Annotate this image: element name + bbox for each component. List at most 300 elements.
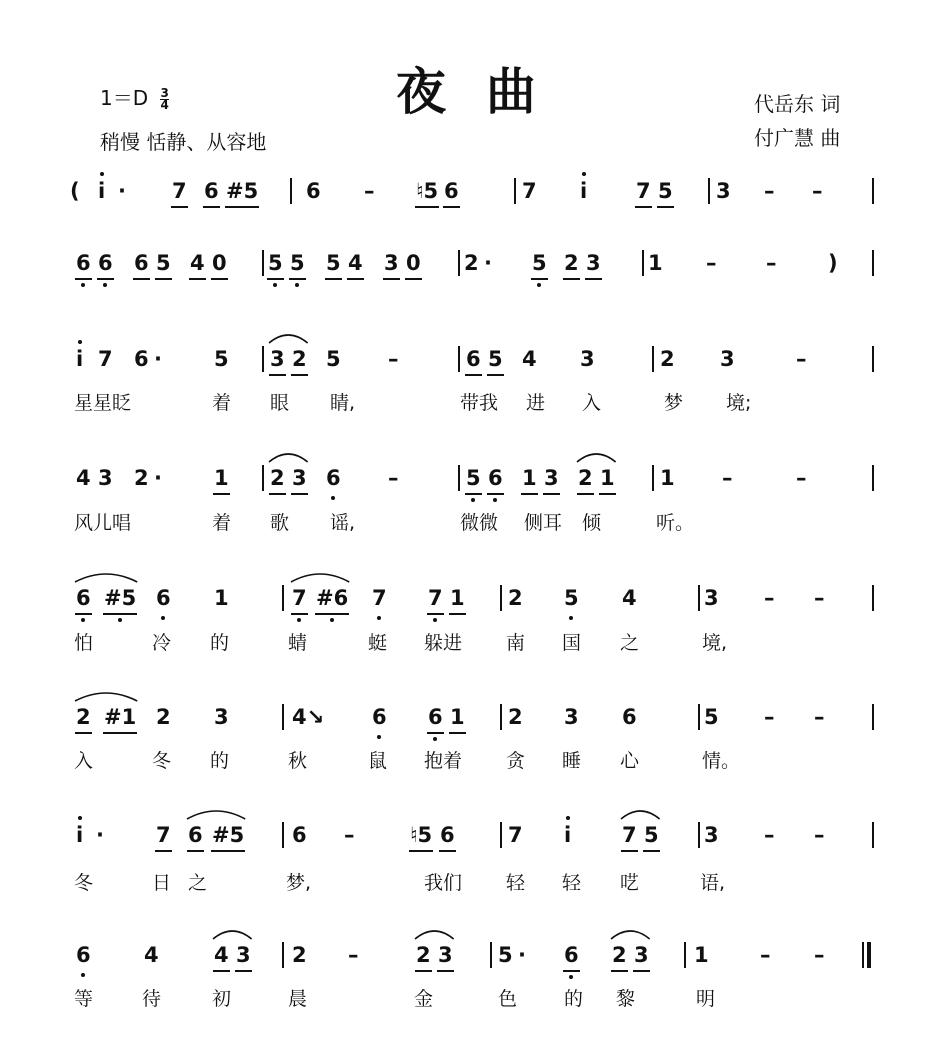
note: 6 [134, 251, 149, 275]
note: 0 [406, 251, 421, 275]
note: ( [70, 179, 80, 203]
lyric-syllable: 轻 [562, 872, 582, 894]
note: 4↘ [292, 705, 325, 729]
bar-line [642, 250, 644, 276]
note: 2 [578, 466, 593, 490]
lyrics-line [70, 746, 870, 776]
lyric-syllable: 入 [74, 750, 94, 772]
note: 7 [508, 823, 523, 847]
note: 3 [236, 943, 251, 967]
composer-credit: 付广慧 曲 [754, 126, 841, 150]
note: 3 [564, 705, 579, 729]
high-octave-dot [78, 340, 82, 344]
notation-line [70, 820, 870, 856]
eighth-underline [103, 613, 137, 615]
note: ) [828, 251, 838, 275]
lyric-syllable: 色 [498, 988, 518, 1010]
note: 3 [544, 466, 559, 490]
lyric-syllable: 着 [212, 512, 232, 534]
eighth-underline [235, 970, 252, 972]
eighth-underline [211, 850, 245, 852]
note: – [344, 823, 355, 847]
low-octave-dot [295, 283, 299, 287]
note: 3 [214, 705, 229, 729]
low-octave-dot [569, 975, 573, 979]
lyric-syllable: 境, [702, 632, 728, 654]
high-octave-dot [566, 816, 570, 820]
note: i [76, 347, 84, 371]
note: #5 [226, 179, 259, 203]
note: · [154, 347, 162, 371]
note: – [814, 943, 825, 967]
eighth-underline [189, 278, 206, 280]
bar-line [872, 465, 874, 491]
note: ♮5 [416, 179, 439, 203]
note: 5 [532, 251, 547, 275]
note: 7 [156, 823, 171, 847]
note: 4 [522, 347, 537, 371]
eighth-underline [225, 206, 259, 208]
note: – [764, 179, 775, 203]
lyric-syllable: 之 [620, 632, 640, 654]
lyric-syllable: 情。 [702, 750, 741, 772]
note: 2 [270, 466, 285, 490]
note: i [98, 179, 106, 203]
note: 6 [292, 823, 307, 847]
eighth-underline [291, 493, 308, 495]
lyric-syllable: 蜓 [368, 632, 388, 654]
lyric-syllable: 侧耳 [524, 512, 563, 534]
eighth-underline [213, 493, 230, 495]
lyric-syllable: 鼠 [368, 750, 388, 772]
note: 2 [612, 943, 627, 967]
bar-line [514, 178, 516, 204]
eighth-underline [203, 206, 220, 208]
bar-line [872, 585, 874, 611]
lyric-syllable: 听。 [656, 512, 695, 534]
note: 3 [720, 347, 735, 371]
note: – [764, 705, 775, 729]
notation-line [70, 344, 870, 380]
eighth-underline [415, 206, 439, 208]
lyric-syllable: 初 [212, 988, 232, 1010]
bar-line [698, 822, 700, 848]
bar-line [698, 585, 700, 611]
high-octave-dot [78, 816, 82, 820]
eighth-underline [465, 374, 482, 376]
lyric-syllable: 谣, [330, 512, 356, 534]
lyric-syllable: 着 [212, 392, 232, 414]
note: – [814, 705, 825, 729]
note: – [364, 179, 375, 203]
bar-line [500, 822, 502, 848]
eighth-underline [213, 970, 230, 972]
lyric-syllable: 的 [210, 750, 230, 772]
lyric-syllable: 南 [506, 632, 526, 654]
note: 2 [134, 466, 149, 490]
note: 7 [172, 179, 187, 203]
note: 6 [622, 705, 637, 729]
note: 3 [634, 943, 649, 967]
eighth-underline [633, 970, 650, 972]
note: i [580, 179, 588, 203]
lyric-syllable: 黎 [616, 988, 636, 1010]
high-octave-dot [582, 172, 586, 176]
note: · [96, 823, 104, 847]
notation-line [70, 248, 870, 284]
eighth-underline [427, 732, 444, 734]
eighth-underline [267, 278, 284, 280]
low-octave-dot [433, 618, 437, 622]
bar-line [262, 346, 264, 372]
eighth-underline [211, 278, 228, 280]
low-octave-dot [471, 498, 475, 502]
lyric-syllable: 心 [620, 750, 640, 772]
lyric-syllable: 歌 [270, 512, 290, 534]
eighth-underline [465, 493, 482, 495]
lyric-syllable: 待 [142, 988, 162, 1010]
note: 4 [76, 466, 91, 490]
note: – [796, 466, 807, 490]
note: 4 [214, 943, 229, 967]
note: 6 [466, 347, 481, 371]
slur-arc [610, 926, 651, 940]
lyric-syllable: 金 [414, 988, 434, 1010]
bar-line [872, 822, 874, 848]
note: 6 [488, 466, 503, 490]
note: 5 [644, 823, 659, 847]
key-label: 1＝D [100, 86, 149, 110]
eighth-underline [155, 850, 172, 852]
final-bar-thin [862, 942, 864, 968]
note: 5 [488, 347, 503, 371]
note: 5 [214, 347, 229, 371]
note: 4 [622, 586, 637, 610]
note: 4 [190, 251, 205, 275]
note: 5 [268, 251, 283, 275]
note: 3 [586, 251, 601, 275]
bar-line [652, 465, 654, 491]
eighth-underline [621, 850, 638, 852]
note: #5 [212, 823, 245, 847]
note: 3 [292, 466, 307, 490]
time-numerator: 3 [160, 86, 169, 100]
note: 5 [704, 705, 719, 729]
notation-line [70, 176, 870, 212]
note: #5 [104, 586, 137, 610]
note: – [760, 943, 771, 967]
note: 7 [428, 586, 443, 610]
eighth-underline [427, 613, 444, 615]
lyric-syllable: 境; [726, 392, 752, 414]
note: 2 [564, 251, 579, 275]
eighth-underline [75, 278, 92, 280]
note: 6 [188, 823, 203, 847]
note: – [348, 943, 359, 967]
note: – [388, 347, 399, 371]
eighth-underline [405, 278, 422, 280]
low-octave-dot [377, 616, 381, 620]
note: 6 [76, 251, 91, 275]
eighth-underline [155, 278, 172, 280]
notation-line [70, 583, 870, 619]
lyric-syllable: 的 [564, 988, 584, 1010]
bar-line [500, 585, 502, 611]
note: 1 [214, 586, 229, 610]
note: 6 [428, 705, 443, 729]
lyric-syllable: 晨 [288, 988, 308, 1010]
note: 5 [290, 251, 305, 275]
eighth-underline [643, 850, 660, 852]
eighth-underline [599, 493, 616, 495]
eighth-underline [487, 374, 504, 376]
eighth-underline [563, 278, 580, 280]
note: 4 [144, 943, 159, 967]
eighth-underline [291, 374, 308, 376]
eighth-underline [75, 613, 92, 615]
note: 7 [372, 586, 387, 610]
note: 1 [648, 251, 663, 275]
note: – [388, 466, 399, 490]
note: 1 [660, 466, 675, 490]
lyric-syllable: 微微 [460, 512, 499, 534]
lyric-syllable: 入 [582, 392, 602, 414]
eighth-underline [187, 850, 204, 852]
bar-line [652, 346, 654, 372]
eighth-underline [409, 850, 433, 852]
bar-line [458, 346, 460, 372]
bar-line [708, 178, 710, 204]
note: 1 [522, 466, 537, 490]
note: 6 [134, 347, 149, 371]
note: · [484, 251, 492, 275]
note: 2 [660, 347, 675, 371]
low-octave-dot [433, 737, 437, 741]
low-octave-dot [161, 616, 165, 620]
eighth-underline [531, 278, 548, 280]
note: 5 [498, 943, 513, 967]
note: 5 [466, 466, 481, 490]
eighth-underline [415, 970, 432, 972]
low-octave-dot [273, 283, 277, 287]
bar-line [262, 250, 264, 276]
note: – [812, 179, 823, 203]
lyric-syllable: 带我 [460, 392, 499, 414]
eighth-underline [315, 613, 349, 615]
lyric-syllable: 眼 [270, 392, 290, 414]
eighth-underline [585, 278, 602, 280]
eighth-underline [347, 278, 364, 280]
note: 6 [204, 179, 219, 203]
lyric-syllable: 日 [152, 872, 172, 894]
slur-arc [620, 806, 661, 820]
notation-line [70, 940, 870, 976]
lyric-syllable: 梦 [664, 392, 684, 414]
bar-line [490, 942, 492, 968]
high-octave-dot [100, 172, 104, 176]
note: 3 [438, 943, 453, 967]
lyricist-credit: 代岳东 词 [754, 92, 841, 116]
note: 3 [98, 466, 113, 490]
lyric-syllable: 进 [526, 392, 546, 414]
lyrics-line [70, 984, 870, 1014]
low-octave-dot [81, 618, 85, 622]
note: – [706, 251, 717, 275]
note: ♮5 [410, 823, 433, 847]
note: 6 [440, 823, 455, 847]
note: 7 [292, 586, 307, 610]
bar-line [872, 250, 874, 276]
lyric-syllable: 我们 [424, 872, 463, 894]
eighth-underline [133, 278, 150, 280]
note: 6 [326, 466, 341, 490]
note: i [564, 823, 572, 847]
bar-line [282, 585, 284, 611]
note: 7 [98, 347, 113, 371]
note: 3 [704, 823, 719, 847]
slur-arc [212, 926, 253, 940]
lyric-syllable: 冬 [152, 750, 172, 772]
eighth-underline [439, 850, 456, 852]
low-octave-dot [81, 283, 85, 287]
bar-line [500, 704, 502, 730]
note: – [766, 251, 777, 275]
bar-line [282, 822, 284, 848]
slur-arc [186, 806, 246, 820]
lyric-syllable: 轻 [506, 872, 526, 894]
lyrics-line [70, 868, 870, 898]
eighth-underline [103, 732, 137, 734]
page-title: 夜曲 [396, 62, 576, 121]
note: 5 [658, 179, 673, 203]
note: 6 [76, 943, 91, 967]
eighth-underline [635, 206, 652, 208]
note: 5 [564, 586, 579, 610]
bar-line [872, 178, 874, 204]
low-octave-dot [297, 618, 301, 622]
note: 2 [508, 586, 523, 610]
note: 2 [416, 943, 431, 967]
lyric-syllable: 躲进 [424, 632, 463, 654]
eighth-underline [269, 493, 286, 495]
tempo-marking: 稍慢 恬静、从容地 [100, 130, 267, 154]
note: 7 [622, 823, 637, 847]
lyric-syllable: 睡 [562, 750, 582, 772]
note: 5 [326, 347, 341, 371]
slur-arc [74, 688, 138, 702]
bar-line [684, 942, 686, 968]
note: 3 [580, 347, 595, 371]
note: 2 [292, 943, 307, 967]
note: 0 [212, 251, 227, 275]
bar-line [282, 942, 284, 968]
eighth-underline [289, 278, 306, 280]
low-octave-dot [81, 973, 85, 977]
lyric-syllable: 怕 [74, 632, 94, 654]
eighth-underline [611, 970, 628, 972]
lyric-syllable: 语, [700, 872, 726, 894]
low-octave-dot [493, 498, 497, 502]
lyric-syllable: 梦, [286, 872, 312, 894]
note: 3 [384, 251, 399, 275]
notation-line [70, 463, 870, 499]
note: – [764, 586, 775, 610]
note: 1 [450, 586, 465, 610]
low-octave-dot [330, 618, 334, 622]
note: – [814, 823, 825, 847]
bar-line [458, 250, 460, 276]
eighth-underline [171, 206, 188, 208]
eighth-underline [521, 493, 538, 495]
note: 3 [704, 586, 719, 610]
note: – [814, 586, 825, 610]
note: 1 [694, 943, 709, 967]
note: 7 [636, 179, 651, 203]
lyric-syllable: 等 [74, 988, 94, 1010]
slur-arc [268, 449, 309, 463]
note: 1 [600, 466, 615, 490]
lyric-syllable: 国 [562, 632, 582, 654]
eighth-underline [75, 732, 92, 734]
note: 1 [214, 466, 229, 490]
lyric-syllable: 风儿唱 [74, 512, 132, 534]
note: #6 [316, 586, 349, 610]
time-denominator: 4 [160, 98, 169, 112]
bar-line [262, 465, 264, 491]
lyric-syllable: 冷 [152, 632, 172, 654]
lyric-syllable: 贪 [506, 750, 526, 772]
note: 1 [450, 705, 465, 729]
lyric-syllable: 冬 [74, 872, 94, 894]
lyric-syllable: 抱着 [424, 750, 463, 772]
bar-line [290, 178, 292, 204]
note: 2 [464, 251, 479, 275]
lyric-syllable: 明 [696, 988, 716, 1010]
low-octave-dot [103, 283, 107, 287]
lyric-syllable: 之 [188, 872, 208, 894]
lyric-syllable: 的 [210, 632, 230, 654]
lyric-syllable: 呓 [620, 872, 640, 894]
note: 2 [292, 347, 307, 371]
note: i [76, 823, 84, 847]
note: 2 [508, 705, 523, 729]
note: 2 [156, 705, 171, 729]
note: · [118, 179, 126, 203]
low-octave-dot [377, 735, 381, 739]
note: 5 [326, 251, 341, 275]
eighth-underline [657, 206, 674, 208]
lyrics-line [70, 508, 870, 538]
note: 6 [564, 943, 579, 967]
eighth-underline [563, 970, 580, 972]
note: 6 [444, 179, 459, 203]
note: 6 [372, 705, 387, 729]
eighth-underline [487, 493, 504, 495]
lyrics-line [70, 388, 870, 418]
low-octave-dot [118, 618, 122, 622]
final-bar-thick [867, 942, 871, 968]
bar-line [458, 465, 460, 491]
slur-arc [290, 569, 350, 583]
eighth-underline [269, 374, 286, 376]
low-octave-dot [569, 616, 573, 620]
lyric-syllable: 蜻 [288, 632, 308, 654]
note: · [518, 943, 526, 967]
slur-arc [576, 449, 617, 463]
eighth-underline [449, 732, 466, 734]
lyric-syllable: 星星眨 [74, 392, 132, 414]
notation-line [70, 702, 870, 738]
